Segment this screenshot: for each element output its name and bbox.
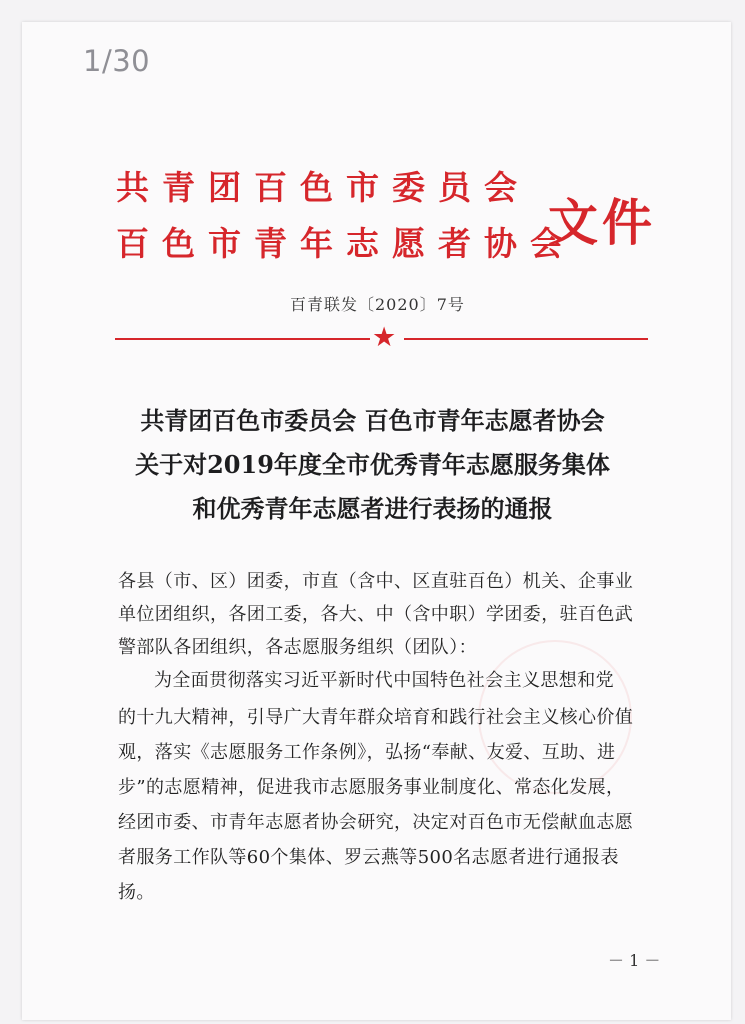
page-counter: 1/30 — [83, 44, 151, 78]
body-line: 各县（市、区）团委，市直（含中、区直驻百色）机关、企事业 — [118, 571, 634, 592]
body-line: 步”的志愿精神，促进我市志愿服务事业制度化、常态化发展， — [118, 777, 625, 798]
star-icon: ★ — [372, 322, 397, 353]
title-line-3: 和优秀青年志愿者进行表扬的通报 — [192, 494, 553, 523]
body-line: 警部队各团组织，各志愿服务组织（团队）： — [118, 637, 477, 658]
page-number: － 1 － — [608, 951, 661, 970]
body-line: 观，落实《志愿服务工作条例》，弘扬“奉献、友爱、互助、进 — [118, 742, 616, 763]
issuer-line-2: 百色市青年志愿者协会 — [116, 224, 576, 263]
body-line: 者服务工作队等60个集体、罗云燕等500名志愿者进行通报表 — [118, 847, 619, 868]
title-line-2: 关于对2019年度全市优秀青年志愿服务集体 — [135, 450, 610, 479]
body-line: 单位团组织，各团工委，各大、中（含中职）学团委，驻百色武 — [118, 604, 634, 625]
header-rule-left — [115, 338, 370, 340]
header-rule-right — [404, 338, 648, 340]
title-line-1: 共青团百色市委员会 百色市青年志愿者协会 — [140, 406, 605, 435]
body-line: 经团市委、市青年志愿者协会研究，决定对百色市无偿献血志愿 — [118, 812, 634, 833]
doc-type-label: 文件 — [548, 193, 656, 252]
document-number: 百青联发〔2020〕7号 — [290, 295, 465, 314]
body-line: 扬。 — [118, 882, 155, 903]
issuer-line-1: 共青团百色市委员会 — [116, 168, 530, 207]
body-line: 为全面贯彻落实习近平新时代中国特色社会主义思想和党 — [154, 670, 614, 691]
body-line: 的十九大精神，引导广大青年群众培育和践行社会主义核心价值 — [118, 707, 634, 728]
